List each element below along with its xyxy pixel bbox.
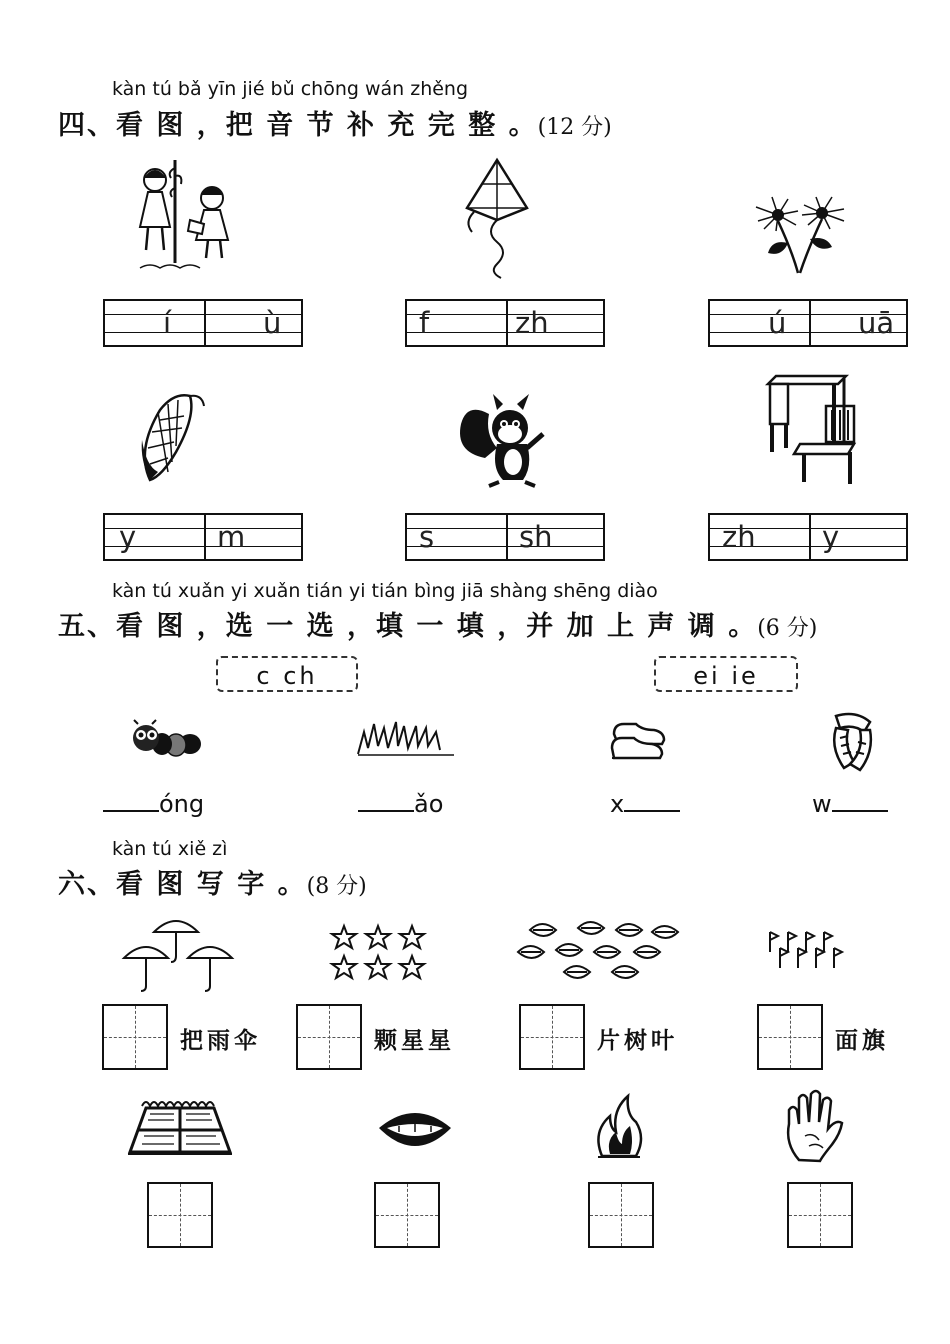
pinyin-box-3-left[interactable]: ú (768, 306, 787, 340)
label-flags: 面旗 (835, 1027, 889, 1054)
pinyin-box-2-right[interactable]: zh (515, 306, 549, 340)
fill-blank-3-prefix: x (610, 790, 625, 818)
section5-score: (6 分) (757, 616, 818, 641)
section4-pinyin: kàn tú bǎ yīn jié bǔ chōng wán zhěng (112, 78, 469, 100)
write-box-fire[interactable] (588, 1182, 654, 1248)
grass-picture (356, 722, 456, 758)
desk-and-chair-picture (760, 372, 860, 490)
option-box-c-ch: c ch (216, 656, 358, 692)
pinyin-box-5-left[interactable]: s (419, 520, 435, 554)
section6-title-text: 六、看 图 写 字 。 (58, 869, 307, 900)
mouth-picture (377, 1108, 453, 1154)
kite-picture (462, 158, 532, 278)
section4-title-text: 四、看 图 ，把 音 节 补 充 完 整 。 (58, 110, 538, 141)
three-umbrellas-picture (120, 912, 240, 992)
fill-blank-1-suffix: óng (159, 790, 205, 818)
pinyin-box-1-left[interactable]: í (163, 306, 172, 340)
pinyin-box-5-right[interactable]: sh (519, 520, 553, 554)
shoes-picture (610, 718, 666, 762)
pinyin-box-5 (405, 513, 605, 561)
scarf-picture (820, 712, 878, 772)
section6-title (58, 862, 367, 901)
fill-blank-1[interactable] (103, 788, 204, 818)
eight-flags-picture (766, 930, 850, 972)
section6-pinyin: kàn tú xiě zì (112, 838, 228, 860)
write-box-flags[interactable] (757, 1004, 823, 1070)
section4-title (58, 103, 612, 142)
caterpillar-picture (130, 720, 202, 762)
write-box-field[interactable] (147, 1182, 213, 1248)
option-box-ei-ie: ei ie (654, 656, 798, 692)
pinyin-box-6-left[interactable]: zh (722, 520, 756, 554)
write-box-hand[interactable] (787, 1182, 853, 1248)
write-box-stars[interactable] (296, 1004, 362, 1070)
pinyin-box-2 (405, 299, 605, 347)
section4-score: (12 分) (537, 115, 612, 140)
pinyin-box-4-left[interactable]: y (119, 520, 137, 554)
squirrel-picture (455, 388, 555, 488)
chrysanthemum-picture (748, 195, 854, 277)
fill-blank-4-prefix: w (812, 790, 832, 818)
pinyin-box-3-right[interactable]: uā (858, 306, 895, 340)
corn-picture (130, 392, 210, 487)
write-box-umbrellas[interactable] (102, 1004, 168, 1070)
pinyin-box-1-right[interactable]: ù (263, 306, 282, 340)
label-stars: 颗星星 (374, 1027, 455, 1054)
write-box-leaves[interactable] (519, 1004, 585, 1070)
fill-blank-4[interactable] (812, 788, 888, 818)
six-stars-picture (330, 924, 426, 980)
fire-picture (596, 1096, 642, 1160)
fill-blank-2-suffix: ǎo (414, 790, 444, 818)
pinyin-box-6 (708, 513, 908, 561)
section6-score: (8 分) (306, 874, 367, 899)
pinyin-box-6-right[interactable]: y (822, 520, 840, 554)
fill-blank-3[interactable] (610, 788, 680, 818)
children-planting-tree-picture (130, 158, 250, 276)
pinyin-box-4 (103, 513, 303, 561)
label-leaves: 片树叶 (597, 1027, 678, 1054)
pinyin-box-3 (708, 299, 908, 347)
ten-leaves-picture (516, 918, 678, 982)
section5-title (58, 604, 817, 643)
section5-pinyin: kàn tú xuǎn yi xuǎn tián yi tián bìng jiā shàng shēng diào (112, 580, 658, 602)
write-box-mouth[interactable] (374, 1182, 440, 1248)
pinyin-box-4-right[interactable]: m (217, 520, 246, 554)
hand-picture (785, 1090, 849, 1162)
section5-title-text: 五、看 图 ，选 一 选 ，填 一 填 ，并 加 上 声 调 。 (58, 611, 758, 642)
label-umbrellas: 把雨伞 (180, 1027, 261, 1054)
fill-blank-2[interactable] (358, 788, 443, 818)
pinyin-box-1 (103, 299, 303, 347)
field-picture (126, 1096, 234, 1158)
pinyin-box-2-left[interactable]: f (419, 306, 430, 340)
